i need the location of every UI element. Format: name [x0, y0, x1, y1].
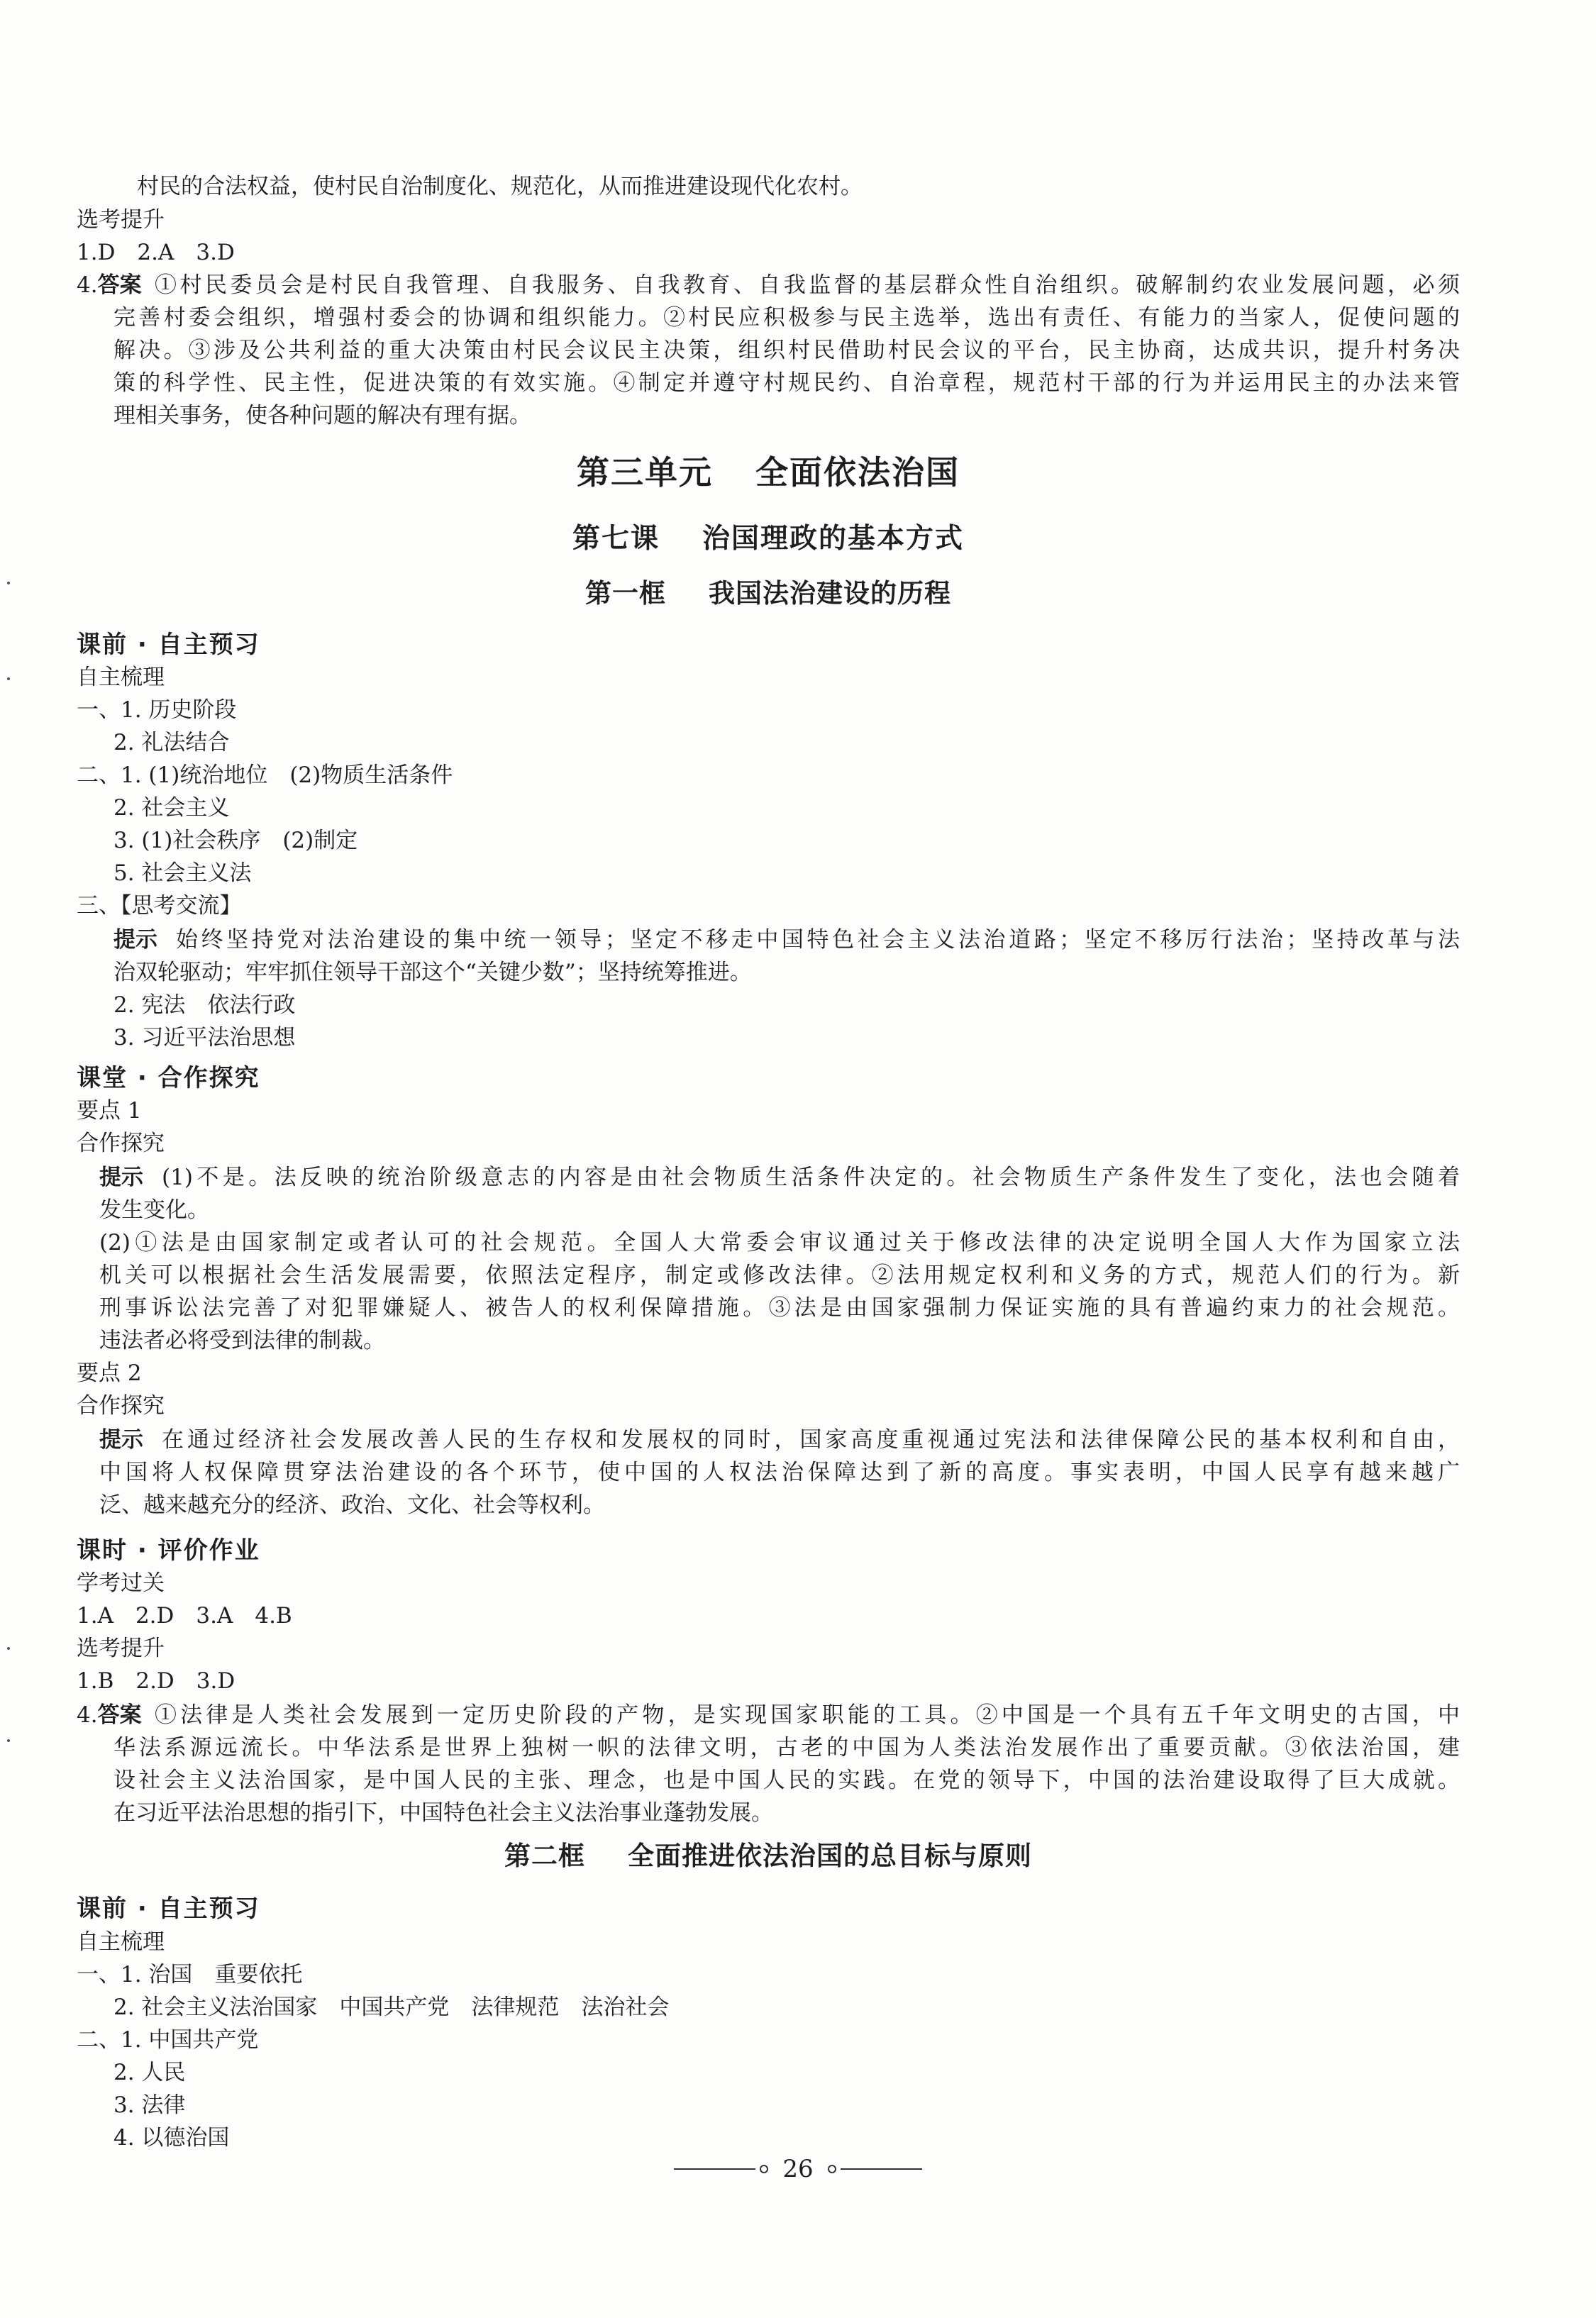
section-heading: 课时 · 评价作业: [77, 1536, 260, 1565]
sub-heading: 学考过关: [77, 1570, 165, 1596]
list-item: 二、1. 中国共产党: [77, 2027, 259, 2053]
section-heading: 课前 · 自主预习: [77, 631, 260, 659]
q4-line: 在习近平法治思想的指引下，中国特色社会主义法治事业蓬勃发展。: [113, 1800, 773, 1826]
scan-speck: [7, 1647, 10, 1650]
scan-speck: [7, 1739, 10, 1742]
footer-rule-left: [674, 2168, 755, 2170]
hint-line: (2)①法是由国家制定或者认可的社会规范。全国人大常委会审议通过关于修改法律的决定说明全国人大作为国家立法: [99, 1230, 1460, 1255]
q4-line: 解决。③涉及公共利益的重大决策由村民会议民主决策，组织村民借助村民会议的平台，民主协商，达成共识，提升村务决: [113, 338, 1460, 363]
list-item: 3. (1)社会秩序 (2)制定: [113, 828, 358, 853]
list-item: 4. 以德治国: [113, 2125, 230, 2151]
q4-line: 完善村委会组织，增强村委会的协调和组织能力。②村民应积极参与民主选举，选出有责任、有能力的当家人，促使问题的: [113, 305, 1460, 331]
list-item: 一、1. 历史阶段: [77, 697, 237, 723]
hint-line: 泛、越来越充分的经济、政治、文化、社会等权利。: [99, 1492, 605, 1518]
list-item: 2. 社会主义法治国家 中国共产党 法律规范 法治社会: [113, 1995, 670, 2020]
scan-speck: [7, 677, 10, 680]
hint-line: 中国将人权保障贯穿法治建设的各个环节，使中国的人权法治保障达到了新的高度。事实表明，中国人民享有越来越广: [99, 1460, 1460, 1485]
q4-line: ①法律是人类社会发展到一定历史阶段的产物，是实现国家职能的工具。②中国是一个具有五千年文明史的古国，中: [155, 1702, 1460, 1728]
sub-heading: 合作探究: [77, 1131, 165, 1156]
q4-line: 华法系源远流长。中华法系是世界上独树一帜的法律文明，古老的中国为人类法治发展作出了重要贡献。③依法治国，建: [113, 1735, 1460, 1760]
q4-answer-prefix: [77, 1701, 142, 1729]
hint-label: 提示: [99, 1165, 143, 1190]
xuankao-heading: 选考提升: [77, 207, 165, 233]
hint-line: 机关可以根据社会生活发展需要，依照法定程序，制定或修改法律。②法用规定权利和义务的方式，规范人们的行为。新: [99, 1263, 1460, 1288]
continuation-text: 村民的合法权益，使村民自治制度化、规范化，从而推进建设现代化农村。: [137, 174, 863, 199]
list-item: 2. 社会主义: [113, 795, 230, 821]
sub-heading: 自主梳理: [77, 1929, 165, 1955]
hint-label: 提示: [99, 1427, 143, 1453]
page-footer: [0, 2155, 1596, 2183]
hint-line: 刑事诉讼法完善了对犯罪嫌疑人、被告人的权利保障措施。③法是由国家强制力保证实施的具有普遍约束力的社会规范。: [99, 1295, 1460, 1321]
list-item: 3. 法律: [113, 2092, 186, 2118]
list-item: 2. 宪法 依法行政: [113, 992, 296, 1018]
answer-line: 1.B 2.D 3.D: [77, 1668, 235, 1694]
hint-label: 提示: [113, 927, 157, 953]
list-item: 2. 人民: [113, 2060, 186, 2085]
frame2-title: 第二框 全面推进依法治国的总目标与原则: [504, 1840, 1032, 1871]
footer-dot-right: [828, 2165, 836, 2173]
q4-line: 设社会主义法治国家，是中国人民的主张、理念，也是中国人民的实践。在党的领导下，中国的法治建设取得了巨大成就。: [113, 1768, 1460, 1793]
answer-label: 答案: [97, 1702, 142, 1728]
hint-line: 在通过经济社会发展改善人民的生存权和发展权的同时，国家高度重视通过宪法和法律保障公民的基本权利和自由，: [162, 1427, 1460, 1453]
hint-line: 违法者必将受到法律的制裁。: [99, 1328, 385, 1353]
page-number: 26: [782, 2155, 814, 2183]
hint-line: 治双轮驱动；牢牢抓住领导干部这个“关键少数”；坚持统筹推进。: [113, 960, 752, 985]
list-item: 2. 礼法结合: [113, 730, 230, 755]
answer-line: 1.D 2.A 3.D: [77, 240, 235, 265]
q4-answer-prefix: [77, 271, 142, 299]
lesson-title: 第七课 治国理政的基本方式: [572, 522, 965, 555]
q4-num: 4.: [77, 1702, 98, 1728]
q4-num: 4.: [77, 272, 98, 298]
answer-label: 答案: [97, 272, 142, 298]
q4-line: 策的科学性、民主性，促进决策的有效实施。④制定并遵守村规民约、自治章程，规范村干部的行为并运用民主的办法来管: [113, 370, 1460, 396]
sub-heading: 要点 2: [77, 1360, 142, 1386]
unit-title: 第三单元 全面依法治国: [577, 453, 960, 492]
frame1-title: 第一框 我国法治建设的历程: [585, 577, 951, 609]
list-item: 5. 社会主义法: [113, 860, 252, 886]
answer-line: 1.A 2.D 3.A 4.B: [77, 1603, 292, 1629]
footer-dot-left: [760, 2165, 768, 2173]
sub-heading: 要点 1: [77, 1098, 142, 1124]
section-heading: 课前 · 自主预习: [77, 1895, 260, 1923]
hint-line: (1)不是。法反映的统治阶级意志的内容是由社会物质生活条件决定的。社会物质生产条件发生了变化，法也会随着: [162, 1165, 1460, 1190]
hint-line: 发生变化。: [99, 1197, 209, 1223]
list-item: 二、1. (1)统治地位 (2)物质生活条件: [77, 762, 453, 788]
q4-line: ①村民委员会是村民自我管理、自我服务、自我教育、自我监督的基层群众性自治组织。破解制约农业发展问题，必须: [155, 272, 1460, 298]
scan-speck: [7, 582, 10, 584]
sub-heading: 选考提升: [77, 1636, 165, 1661]
section-heading: 课堂 · 合作探究: [77, 1064, 260, 1092]
sub-heading: 合作探究: [77, 1393, 165, 1419]
list-item: 3. 习近平法治思想: [113, 1025, 296, 1050]
sub-heading: 自主梳理: [77, 665, 165, 690]
list-item: 三、【思考交流】: [77, 893, 242, 919]
list-item: 一、1. 治国 重要依托: [77, 1962, 303, 1987]
q4-line: 理相关事务，使各种问题的解决有理有据。: [113, 403, 531, 428]
footer-rule-right: [841, 2168, 922, 2170]
hint-line: 始终坚持党对法治建设的集中统一领导；坚定不移走中国特色社会主义法治道路；坚定不移厉行法治；坚持改革与法: [176, 927, 1460, 953]
